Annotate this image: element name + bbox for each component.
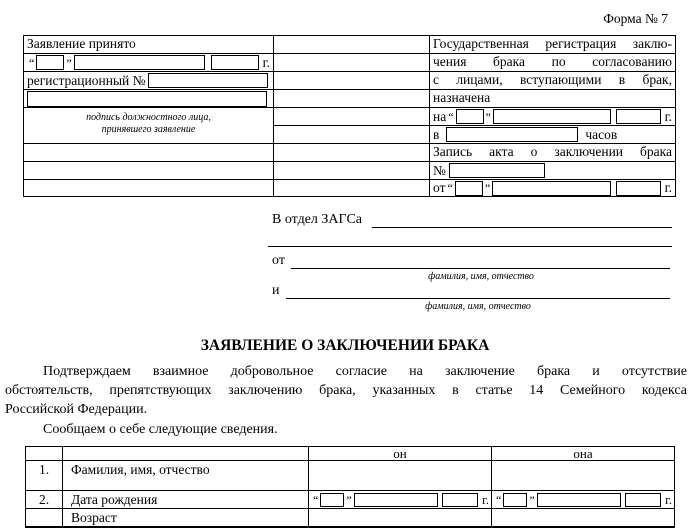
signature-row	[24, 90, 273, 108]
application-accepted-label: Заявление принято	[24, 36, 273, 54]
registration-text-line3: с лицами, вступающими в брак,	[430, 72, 675, 90]
close-quote: ”	[529, 492, 535, 507]
from-label: от	[433, 180, 446, 195]
she-column-header: она	[492, 447, 674, 461]
zags-office-label: В отдел ЗАГСа	[272, 212, 362, 227]
header-middle-column	[274, 36, 430, 196]
statement-line1: Подтверждаем взаимное добровольное согласие на заключение брака и отсутствие	[43, 364, 687, 379]
she-birth-year-box[interactable]	[625, 493, 661, 507]
signature-caption-line1: подпись должностного лица,	[86, 112, 211, 123]
signature-caption-line2: принявшего заявление	[101, 124, 196, 135]
empty-row	[24, 144, 273, 162]
record-month-box[interactable]	[492, 181, 610, 196]
empty-cell	[274, 36, 429, 54]
at-label: в	[433, 126, 440, 142]
row3-label: Возраст	[63, 509, 309, 527]
he-column-header: он	[309, 447, 492, 461]
she-birth-day-box[interactable]	[503, 493, 527, 507]
registration-number-row	[24, 72, 273, 90]
from-label: от	[272, 253, 285, 268]
record-date-row	[430, 180, 675, 196]
applicant2-name-line[interactable]	[286, 282, 671, 299]
row2-he-date	[309, 491, 492, 509]
statement-line2: обстоятельств, препятствующих заключению брака, указанных в статье 14 Семейного кодекса	[5, 383, 687, 398]
accepted-date-row	[24, 54, 273, 72]
record-number-box[interactable]	[449, 163, 545, 178]
ceremony-time-row	[430, 126, 675, 144]
record-year-box[interactable]	[616, 181, 661, 196]
row3-number	[26, 509, 63, 527]
empty-cell	[274, 72, 429, 90]
year-suffix: г.	[665, 492, 672, 507]
zags-office-write-in-line[interactable]	[372, 211, 672, 228]
accepted-day-box[interactable]	[36, 55, 64, 70]
empty-cell	[274, 90, 429, 108]
ceremony-year-box[interactable]	[616, 109, 661, 124]
accepted-month-box[interactable]	[74, 55, 205, 70]
row2-label: Дата рождения	[63, 491, 309, 509]
he-birth-month-box[interactable]	[354, 493, 439, 507]
row1-number: 1.	[26, 461, 63, 491]
open-quote: “	[496, 492, 502, 507]
applicant2-fio-caption: фамилия, имя, отчество	[425, 301, 531, 312]
statement-intro: Сообщаем о себе следующие сведения.	[43, 422, 278, 437]
row1-label: Фамилия, имя, отчество	[63, 461, 309, 491]
year-suffix: г.	[664, 180, 672, 195]
empty-cell	[274, 108, 429, 126]
registration-text-line2: чения брака по согласованию	[430, 54, 675, 72]
header-empty-cell	[63, 447, 309, 461]
empty-row	[24, 180, 273, 196]
registration-text-line4: назначена	[430, 90, 675, 108]
empty-cell	[274, 54, 429, 72]
open-quote: “	[447, 181, 453, 195]
zags-office-write-in-line2[interactable]	[268, 230, 672, 247]
row3-he-cell[interactable]	[309, 509, 492, 527]
row2-number: 2.	[26, 491, 63, 509]
applicant1-name-line[interactable]	[291, 252, 670, 269]
form-number-label: Форма № 7	[603, 11, 668, 26]
record-number-row	[430, 162, 675, 180]
empty-row	[24, 162, 273, 180]
record-line: Запись акта о заключении брака	[430, 144, 675, 162]
close-quote: ”	[346, 492, 352, 507]
header-empty-cell	[26, 447, 63, 461]
on-label: на	[433, 108, 447, 124]
registration-number-label: регистрационный №	[27, 72, 146, 88]
registration-number-box[interactable]	[148, 73, 268, 88]
she-birth-month-box[interactable]	[537, 493, 622, 507]
signature-caption	[24, 108, 273, 144]
accepted-year-box[interactable]	[211, 55, 259, 70]
state-registration-section	[430, 36, 675, 196]
hours-label: часов	[585, 126, 618, 142]
close-quote: ”	[66, 55, 72, 70]
ceremony-time-box[interactable]	[446, 127, 578, 142]
applicant1-fio-caption: фамилия, имя, отчество	[428, 271, 534, 282]
empty-cell	[274, 144, 429, 162]
year-suffix: г.	[262, 54, 270, 70]
year-suffix: г.	[664, 108, 672, 124]
applicant2-line	[272, 282, 670, 299]
he-birth-day-box[interactable]	[320, 493, 344, 507]
application-accepted-section	[24, 36, 274, 196]
row2-she-date	[492, 491, 674, 509]
open-quote: “	[313, 492, 319, 507]
empty-cell	[274, 126, 429, 144]
empty-cell	[274, 180, 429, 196]
he-birth-year-box[interactable]	[442, 493, 478, 507]
record-number-label: №	[433, 162, 446, 178]
close-quote: ”	[485, 109, 491, 124]
statement-line3: Российской Федерации.	[5, 402, 148, 417]
row1-she-cell[interactable]	[492, 461, 674, 491]
open-quote: “	[448, 109, 454, 124]
year-suffix: г.	[482, 492, 489, 507]
close-quote: ”	[484, 181, 491, 195]
registration-text-line1: Государственная регистрация заклю-	[430, 36, 675, 54]
open-quote: “	[29, 55, 35, 70]
and-label: и	[272, 283, 280, 298]
row1-he-cell[interactable]	[309, 461, 492, 491]
header-table	[23, 35, 676, 197]
zags-office-line	[272, 211, 672, 228]
official-signature-box[interactable]	[27, 91, 267, 107]
record-day-box[interactable]	[455, 181, 483, 196]
page-title: ЗАЯВЛЕНИЕ О ЗАКЛЮЧЕНИИ БРАКА	[200, 337, 490, 354]
applicant1-line	[272, 252, 670, 269]
empty-cell	[274, 162, 429, 180]
row3-she-cell[interactable]	[492, 509, 674, 527]
ceremony-day-box[interactable]	[456, 109, 484, 124]
ceremony-month-box[interactable]	[493, 109, 611, 124]
ceremony-date-row	[430, 108, 675, 126]
